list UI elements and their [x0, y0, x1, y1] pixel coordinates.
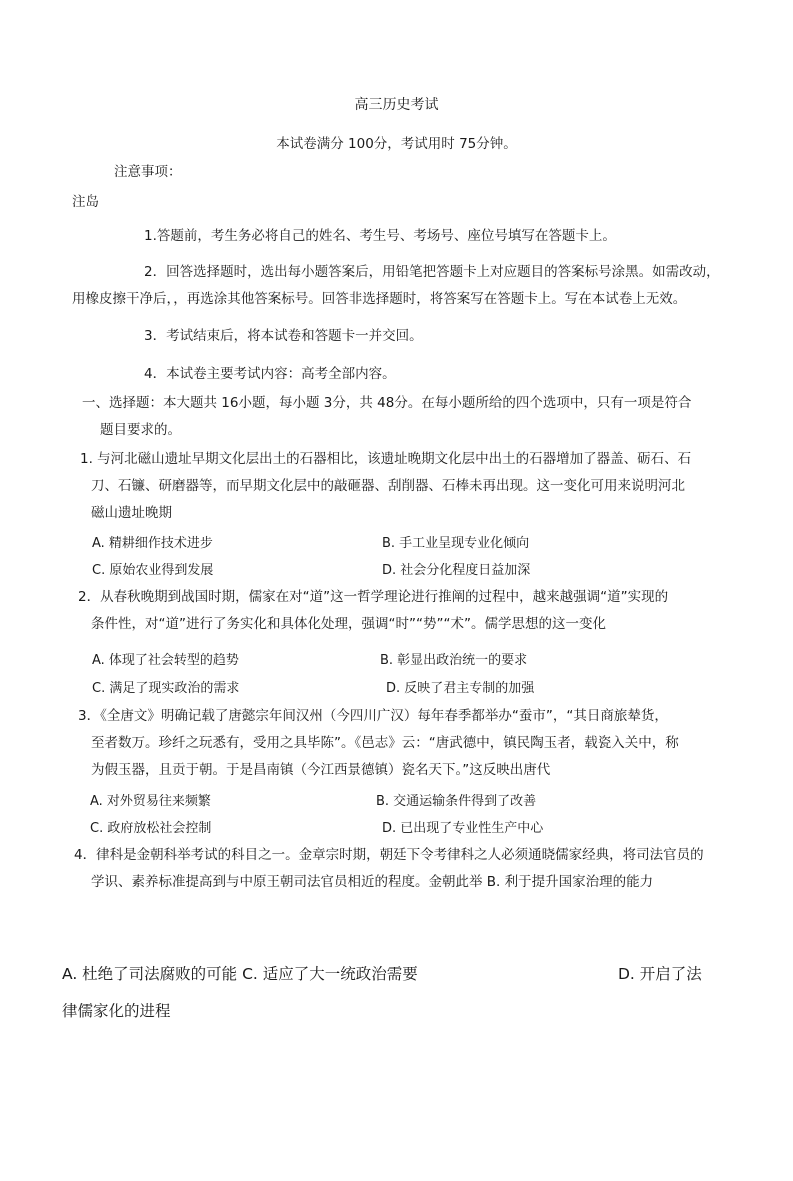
note-2: 2．回答选择题时，选出每小题答案后，用铅笔把答题卡上对应题目的答案标号涂黑。如需改动， — [144, 264, 720, 280]
note-3: 3．考试结束后，将本试卷和答题卡一并交回。 — [144, 328, 423, 344]
q4-tail-options: A. 杜绝了司法腐败的可能 C. 适应了大一统政治需要 — [62, 965, 418, 983]
section-heading-cont: 题目要求的。 — [100, 422, 181, 438]
note-2-cont: 用橡皮擦干净后，，再选涂其他答案标号。回答非选择题时，将答案写在答题卡上。写在本试卷上无效。 — [72, 291, 687, 307]
q4-tail-cont: 律儒家化的进程 — [62, 1002, 171, 1020]
q3-option-b: B. 交通运输条件得到了改善 — [376, 794, 537, 809]
note-1: 1.答题前，考生务必将自己的姓名、考生号、考场号、座位号填写在答题卡上。 — [144, 228, 616, 244]
q1-option-d: D. 社会分化程度日益加深 — [382, 563, 531, 578]
q1-option-b: B. 手工业呈现专业化倾向 — [382, 536, 530, 551]
q2-option-b: B. 彰显出政治统一的要求 — [380, 653, 528, 668]
q3-option-c: C. 政府放松社会控制 — [90, 821, 212, 836]
q2-line-2: 条件性，对“道”进行了务实化和具体化处理，强调“时”“势”“术”。儒学思想的这一变化 — [91, 616, 606, 632]
q4-line-1: 4．律科是金朝科举考试的科目之一。金章宗时期，朝廷下令考律科之人必须通晓儒家经典，将司法官员的 — [74, 847, 704, 863]
note-4: 4．本试卷主要考试内容：高考全部内容。 — [144, 366, 396, 382]
stray-mark: 注岛 — [72, 194, 99, 210]
q3-line-1: 3．《全唐文》明确记载了唐懿宗年间汉州（今四川广汉）每年春季都举办“蚕市”，“其日商旅辇货， — [78, 708, 668, 724]
q2-option-d: D. 反映了君主专制的加强 — [386, 681, 535, 696]
q1-line-2: 刀、石镰、研磨器等，而早期文化层中的敲砸器、刮削器、石棒未再出现。这一变化可用来说明河北 — [91, 478, 685, 494]
q2-option-a: A. 体现了社会转型的趋势 — [92, 653, 239, 668]
q3-line-2: 至者数万。珍纤之玩悉有，受用之具毕陈”。《邑志》云：“唐武德中，镇民陶玉者，载瓷入关中，称 — [91, 735, 679, 751]
q2-option-c: C. 满足了现实政治的需求 — [92, 681, 240, 696]
section-heading: 一、选择题：本大题共 16小题，每小题 3分，共 48分。在每小题所给的四个选项中，只有一项是符合 — [82, 395, 692, 411]
exam-title: 高三历史考试 — [354, 97, 439, 113]
q4-tail-option-d: D. 开启了法 — [618, 965, 702, 983]
q1-line-3: 磁山遗址晚期 — [91, 505, 172, 521]
notice-heading: 注意事项： — [114, 164, 182, 180]
q3-line-3: 为假玉器，且贡于朝。于是昌南镇（今江西景德镇）瓷名天下。”这反映出唐代 — [91, 762, 551, 778]
q3-option-d: D. 已出现了专业性生产中心 — [382, 821, 544, 836]
exam-subtitle: 本试卷满分 100分，考试用时 75分钟。 — [276, 136, 517, 152]
q2-line-1: 2．从春秋晚期到战国时期，儒家在对“道”这一哲学理论进行推阐的过程中，越来越强调“道”实现的 — [78, 589, 669, 605]
q1-option-c: C. 原始农业得到发展 — [92, 563, 214, 578]
q1-option-a: A. 精耕细作技术进步 — [92, 536, 213, 551]
q3-option-a: A. 对外贸易往来频繁 — [90, 794, 211, 809]
q4-line-2: 学识、素养标准提高到与中原王朝司法官员相近的程度。金朝此举 B. 利于提升国家治理的能力 — [91, 874, 654, 890]
q1-line-1: 1. 与河北磁山遗址早期文化层出土的石器相比，该遗址晚期文化层中出土的石器增加了器盖、砺石、石 — [80, 451, 692, 467]
